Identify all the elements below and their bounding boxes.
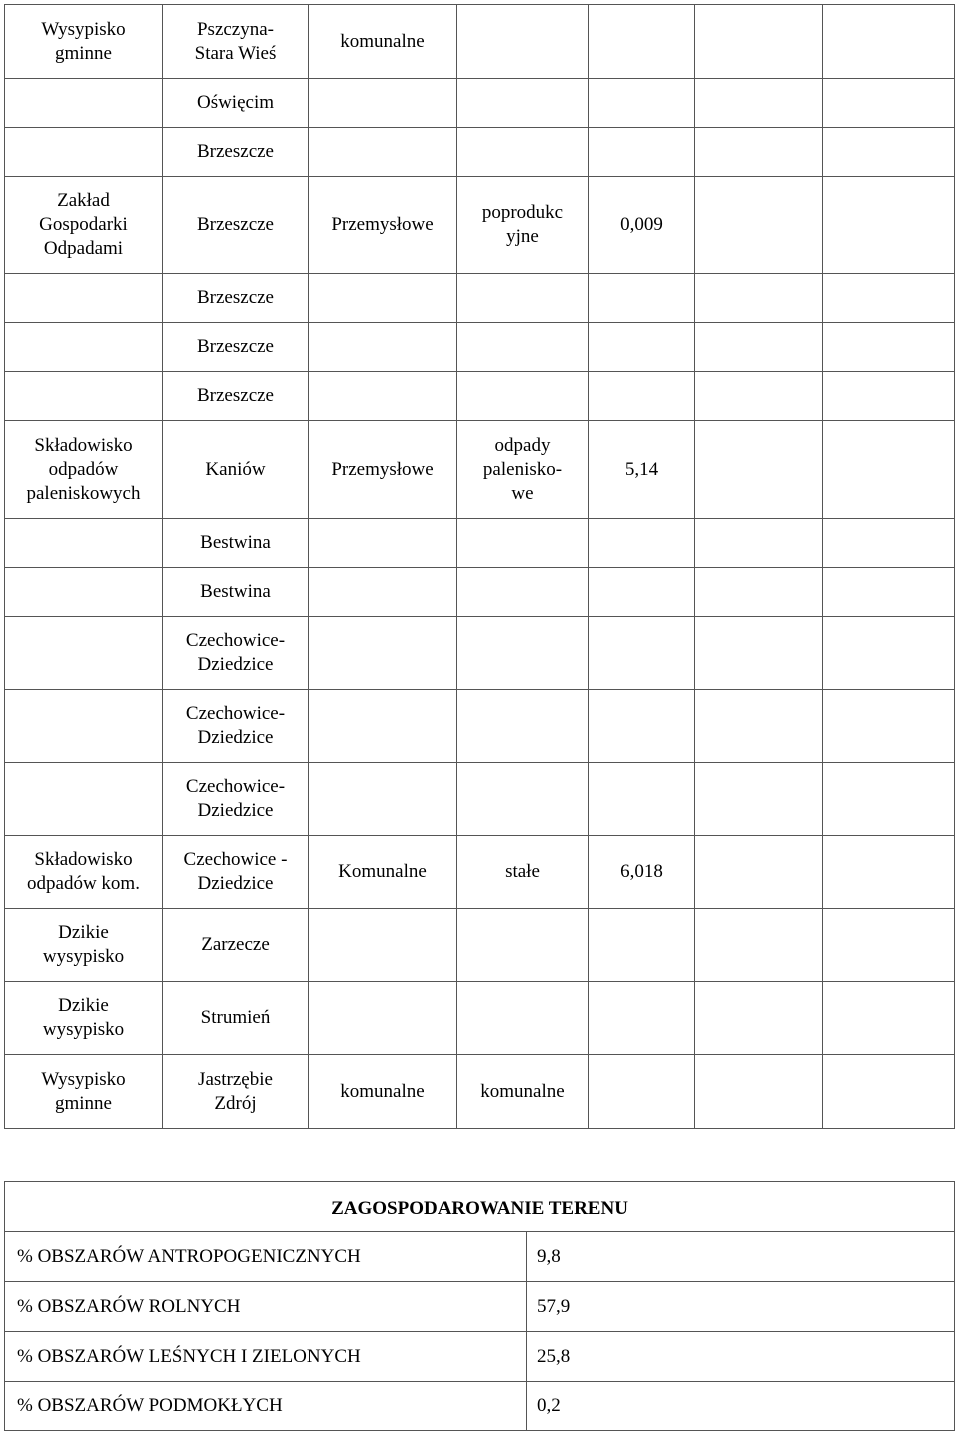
empty-cell [823,79,955,128]
location-cell: Czechowice- Dziedzice [163,617,309,690]
waste-kind-cell: komunalne [309,5,457,79]
site-type-cell [5,690,163,763]
table-row [5,274,955,323]
amount-cell [589,519,695,568]
location-cell: Czechowice - Dziedzice [163,836,309,909]
empty-cell [695,982,823,1055]
location-cell: Brzeszcze [163,128,309,177]
waste-sites-table-body [5,5,955,1129]
site-type-cell [5,274,163,323]
empty-cell [695,568,823,617]
land-use-label: % OBSZARÓW LEŚNYCH I ZIELONYCH [5,1332,527,1382]
location-cell: Brzeszcze [163,177,309,274]
table-row [5,982,955,1055]
empty-cell [695,909,823,982]
table-row [5,79,955,128]
table-row [5,5,955,79]
table-row [5,617,955,690]
amount-cell: 6,018 [589,836,695,909]
land-use-label: % OBSZARÓW PODMOKŁYCH [5,1382,527,1431]
waste-kind-cell [309,982,457,1055]
location-cell: Strumień [163,982,309,1055]
site-type-cell [5,763,163,836]
amount-cell [589,372,695,421]
location-cell: Brzeszcze [163,372,309,421]
waste-kind-cell [309,568,457,617]
table-row [5,1055,955,1129]
amount-cell [589,128,695,177]
site-type-cell: Wysypisko gminne [5,1055,163,1129]
waste-kind-cell [309,763,457,836]
waste-category-cell [457,128,589,177]
empty-cell [823,519,955,568]
waste-kind-cell: Przemysłowe [309,177,457,274]
site-type-cell [5,372,163,421]
empty-cell [695,5,823,79]
waste-category-cell [457,617,589,690]
location-cell: Zarzecze [163,909,309,982]
site-type-cell: Wysypisko gminne [5,5,163,79]
site-type-cell [5,79,163,128]
table-row [5,1382,955,1431]
amount-cell [589,690,695,763]
empty-cell [823,617,955,690]
waste-kind-cell [309,617,457,690]
empty-cell [695,323,823,372]
waste-category-cell [457,519,589,568]
waste-kind-cell: Komunalne [309,836,457,909]
empty-cell [695,836,823,909]
site-type-cell [5,617,163,690]
empty-cell [695,177,823,274]
site-type-cell: Dzikie wysypisko [5,909,163,982]
empty-cell [695,690,823,763]
amount-cell [589,79,695,128]
land-use-value: 57,9 [527,1282,955,1332]
empty-cell [695,519,823,568]
empty-cell [695,617,823,690]
waste-category-cell [457,372,589,421]
table-row [5,568,955,617]
empty-cell [823,568,955,617]
table-row [5,909,955,982]
amount-cell [589,617,695,690]
table-row [5,372,955,421]
table-row [5,421,955,519]
amount-cell [589,323,695,372]
land-use-label: % OBSZARÓW ANTROPOGENICZNYCH [5,1232,527,1282]
waste-kind-cell: Przemysłowe [309,421,457,519]
waste-kind-cell [309,274,457,323]
amount-cell [589,568,695,617]
waste-sites-table [4,4,955,1129]
location-cell: Czechowice- Dziedzice [163,763,309,836]
waste-category-cell: poprodukc yjne [457,177,589,274]
table-row [5,690,955,763]
table-row [5,1282,955,1332]
empty-cell [695,421,823,519]
amount-cell [589,909,695,982]
site-type-cell [5,128,163,177]
table-row [5,128,955,177]
land-use-title: ZAGOSPODAROWANIE TERENU [5,1182,955,1232]
empty-cell [823,836,955,909]
site-type-cell [5,519,163,568]
site-type-cell [5,323,163,372]
empty-cell [823,909,955,982]
table-row [5,177,955,274]
empty-cell [823,274,955,323]
empty-cell [823,982,955,1055]
empty-cell [823,128,955,177]
amount-cell: 5,14 [589,421,695,519]
location-cell: Kaniów [163,421,309,519]
empty-cell [695,763,823,836]
waste-kind-cell [309,128,457,177]
waste-category-cell [457,5,589,79]
empty-cell [695,274,823,323]
table-row [5,323,955,372]
table-row [5,1232,955,1282]
amount-cell [589,274,695,323]
empty-cell [823,323,955,372]
empty-cell [823,5,955,79]
location-cell: Czechowice- Dziedzice [163,690,309,763]
table-row [5,763,955,836]
empty-cell [823,177,955,274]
amount-cell [589,5,695,79]
land-use-value: 25,8 [527,1332,955,1382]
location-cell: Brzeszcze [163,323,309,372]
site-type-cell [5,568,163,617]
waste-kind-cell: komunalne [309,1055,457,1129]
land-use-label: % OBSZARÓW ROLNYCH [5,1282,527,1332]
empty-cell [823,372,955,421]
location-cell: Pszczyna- Stara Wieś [163,5,309,79]
waste-category-cell [457,568,589,617]
site-type-cell: Zakład Gospodarki Odpadami [5,177,163,274]
waste-category-cell [457,763,589,836]
location-cell: Bestwina [163,519,309,568]
amount-cell [589,763,695,836]
empty-cell [695,372,823,421]
empty-cell [823,421,955,519]
waste-kind-cell [309,372,457,421]
waste-kind-cell [309,519,457,568]
waste-category-cell [457,79,589,128]
amount-cell [589,982,695,1055]
empty-cell [695,79,823,128]
table-row [5,1332,955,1382]
amount-cell [589,1055,695,1129]
location-cell: Bestwina [163,568,309,617]
empty-cell [695,1055,823,1129]
site-type-cell: Składowisko odpadów kom. [5,836,163,909]
empty-cell [823,763,955,836]
waste-category-cell [457,909,589,982]
waste-kind-cell [309,690,457,763]
waste-category-cell [457,690,589,763]
empty-cell [823,690,955,763]
waste-kind-cell [309,79,457,128]
waste-kind-cell [309,909,457,982]
land-use-value: 9,8 [527,1232,955,1282]
location-cell: Jastrzębie Zdrój [163,1055,309,1129]
land-use-header-row [5,1182,955,1232]
waste-category-cell: komunalne [457,1055,589,1129]
empty-cell [695,128,823,177]
waste-category-cell: odpady palenisko- we [457,421,589,519]
waste-category-cell [457,323,589,372]
site-type-cell: Dzikie wysypisko [5,982,163,1055]
site-type-cell: Składowisko odpadów paleniskowych [5,421,163,519]
table-row [5,519,955,568]
waste-category-cell: stałe [457,836,589,909]
location-cell: Brzeszcze [163,274,309,323]
waste-category-cell [457,982,589,1055]
land-use-value: 0,2 [527,1382,955,1431]
land-use-table [4,1181,955,1431]
amount-cell: 0,009 [589,177,695,274]
table-row [5,836,955,909]
waste-category-cell [457,274,589,323]
waste-kind-cell [309,323,457,372]
location-cell: Oświęcim [163,79,309,128]
empty-cell [823,1055,955,1129]
